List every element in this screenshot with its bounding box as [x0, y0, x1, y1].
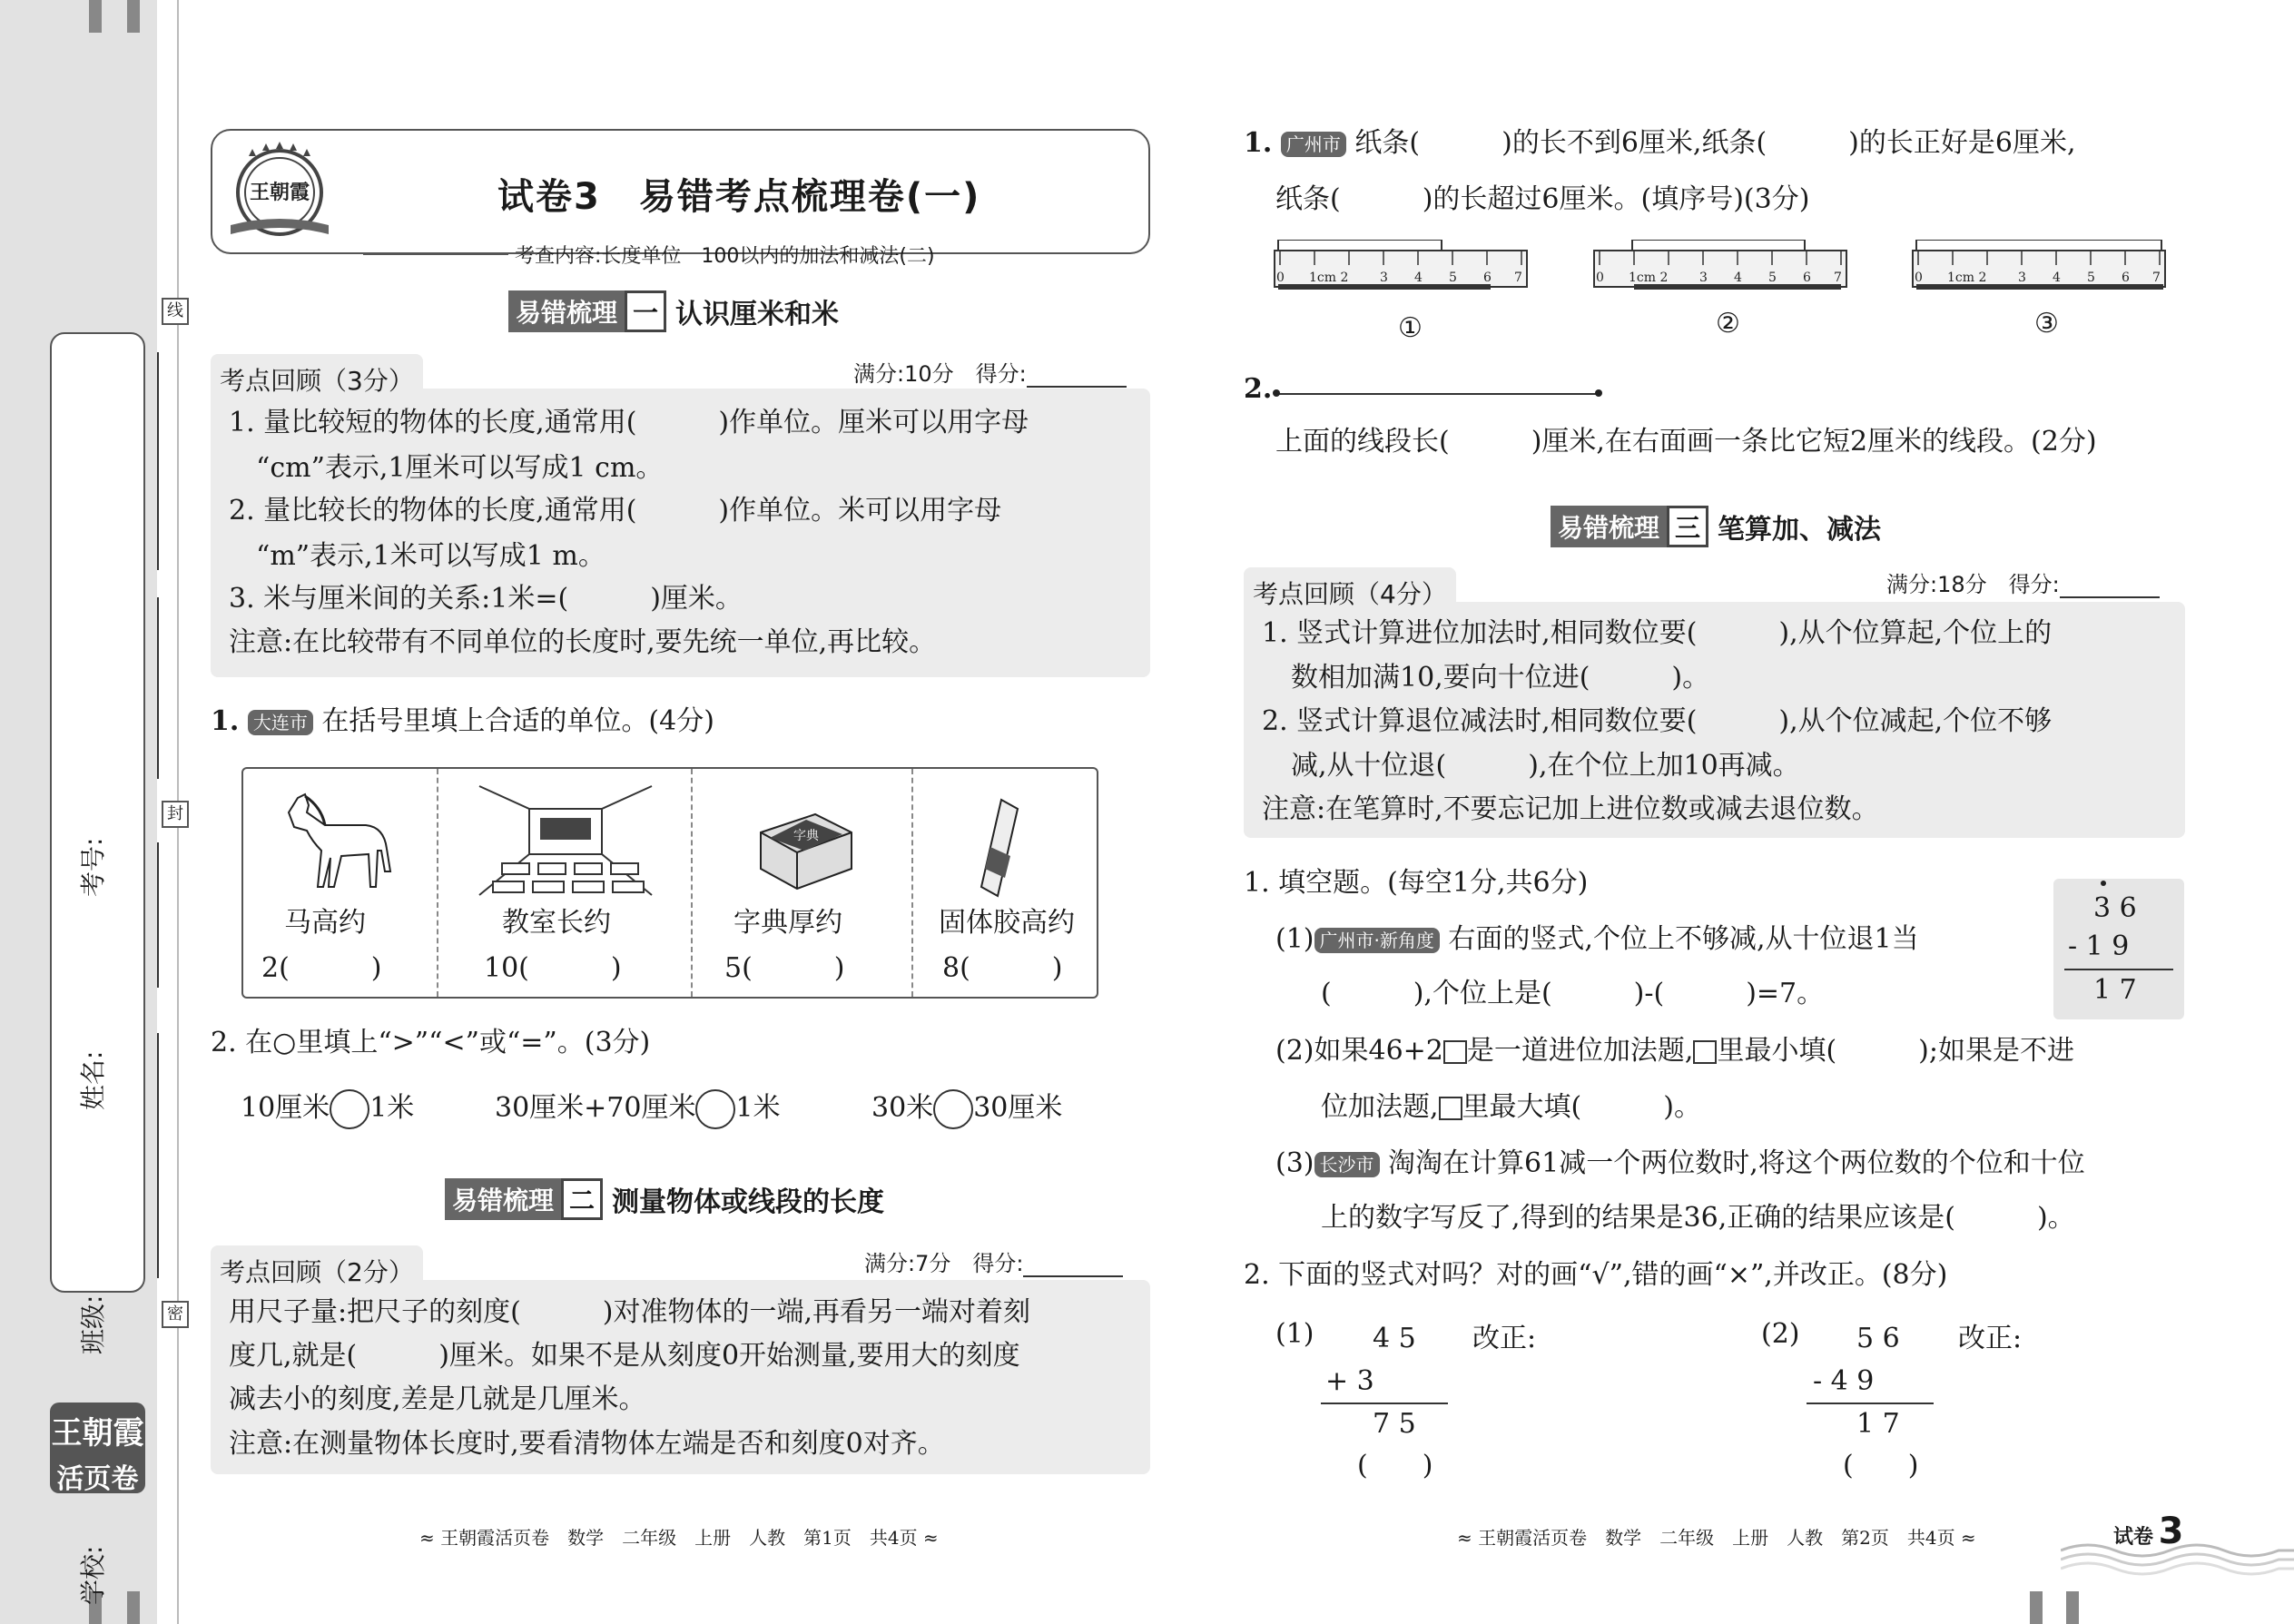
- svg-text:5: 5: [1449, 271, 1457, 285]
- xuexiao-label: 学校:: [78, 1545, 108, 1605]
- school-seal-icon: [225, 138, 334, 247]
- judge-b-index: (2): [1761, 1318, 1800, 1350]
- svg-text:7: 7: [1834, 271, 1842, 285]
- digit-box[interactable]: [1443, 1040, 1467, 1064]
- svg-text:4: 4: [1734, 271, 1742, 285]
- svg-text:5: 5: [2087, 271, 2095, 285]
- question-fill-3: (3) 长沙市 淘淘在计算61减一个两位数时,将这个两位数的个位和十位: [1275, 1147, 2085, 1179]
- svg-text:3: 3: [1380, 271, 1388, 285]
- judge-b-top: 5 6: [1856, 1323, 1900, 1354]
- svg-text:王朝霞: 王朝霞: [249, 181, 310, 204]
- judge-b-answer[interactable]: ( ): [1843, 1450, 1919, 1481]
- horse-icon: [271, 785, 398, 894]
- judge-b-bot: 1 7: [1856, 1408, 1900, 1440]
- section-2-heading: [445, 1178, 884, 1220]
- digit-box[interactable]: [1693, 1040, 1717, 1064]
- ruler-with-strip-2: [1592, 240, 1848, 301]
- xuexiao-field[interactable]: [157, 1033, 159, 1278]
- city-badge: 广州市: [1281, 132, 1346, 157]
- review1-line: 1. 量比较短的物体的长度,通常用( )作单位。厘米可以用字母: [229, 407, 1029, 438]
- question-1-left: [211, 705, 714, 737]
- score-text: 满分:10分 得分:: [853, 361, 1027, 387]
- judge-b-rule: [1807, 1403, 1934, 1404]
- judge-a-answer[interactable]: ( ): [1357, 1450, 1433, 1481]
- top-dash: [127, 0, 140, 33]
- question-judge-head: 2. 下面的竖式对吗？对的画“√”,错的画“×”,并改正。(8分): [1244, 1259, 1948, 1291]
- cut-mark-xian: 线: [162, 298, 189, 325]
- compare-c: 30米 30厘米: [871, 1089, 1062, 1129]
- kaohao-label: 考号:: [78, 837, 108, 897]
- compare-b: 30厘米+70厘米 1米: [495, 1089, 781, 1129]
- section-title: 认识厘米和米: [675, 299, 840, 330]
- score-text: 满分:7分 得分:: [864, 1251, 1024, 1276]
- svg-text:0: 0: [1915, 271, 1923, 285]
- item-label: 字典厚约: [733, 907, 842, 939]
- question-1-right-line2: 纸条( )的长超过6厘米。(填序号)(3分): [1275, 183, 1810, 215]
- item-fill[interactable]: 2( ): [261, 952, 382, 984]
- review3-line: 2. 竖式计算退位减法时,相同数位要( ),从个位减起,个位不够: [1262, 705, 2053, 737]
- review2-line: 度几,就是( )厘米。如果不是从刻度0开始测量,要用大的刻度: [229, 1340, 1020, 1372]
- question-fill-1-line2: ( ),个位上是( )-( )=7。: [1321, 978, 1825, 1009]
- question-2-left: 2. 在○里填上“>”“<”或“=”。(3分): [211, 1027, 651, 1058]
- judge-a-bot: 7 5: [1373, 1408, 1416, 1440]
- xingming-field[interactable]: [157, 597, 159, 779]
- review1-line: “m”表示,1米可以写成1 m。: [256, 540, 605, 572]
- subtitle-rule: [363, 253, 508, 255]
- svg-text:6: 6: [1803, 271, 1811, 285]
- svg-text:字典: 字典: [793, 829, 819, 843]
- svg-text:0: 0: [1276, 271, 1285, 285]
- question-2-right-text: 上面的线段长( )厘米,在右面画一条比它短2厘米的线段。(2分): [1275, 426, 2097, 458]
- review-tab: 考点回顾（4分）: [1244, 567, 1456, 615]
- review-tab: 考点回顾（2分）: [211, 1245, 423, 1293]
- judge-a-mid: + 3: [1325, 1365, 1374, 1397]
- section-num: 一: [625, 290, 666, 332]
- xingming-label: 姓名:: [78, 1050, 108, 1110]
- svg-text:1cm 2: 1cm 2: [1947, 271, 1987, 285]
- judge-a-rule: [1321, 1403, 1448, 1404]
- line-segment: [1275, 393, 1599, 395]
- question-fill-2-line2: 位加法题, 里最大填( )。: [1321, 1091, 1701, 1123]
- question-fill-1: (1) 广州市·新角度 右面的竖式,个位上不够减,从十位退1当: [1275, 923, 1919, 955]
- ruler-label-1: ①: [1398, 312, 1423, 344]
- borrow-dot: [2101, 881, 2106, 886]
- section-tag: 易错梳理: [508, 290, 625, 332]
- compare-a: 10厘米 1米: [241, 1089, 414, 1129]
- judge-a-fix: 改正:: [1472, 1323, 1537, 1354]
- review3-line: 数相加满10,要向十位进( )。: [1291, 662, 1710, 694]
- review2-line: 减去小的刻度,差是几就是几厘米。: [229, 1383, 646, 1415]
- page-title: 试卷3 易错考点梳理卷(一): [497, 176, 981, 218]
- segment-endpoint: [1273, 389, 1280, 397]
- review1-line: 2. 量比较长的物体的长度,通常用( )作单位。米可以用字母: [229, 495, 1002, 527]
- divider: [691, 769, 693, 997]
- glue-stick-icon: [974, 796, 1029, 914]
- score-line-1: [853, 356, 1127, 388]
- judge-b-mid: - 4 9: [1813, 1365, 1875, 1397]
- ruler-with-strip-1: [1273, 240, 1529, 301]
- page-mark: 试卷 3: [2113, 1511, 2184, 1552]
- section-title: 测量物体或线段的长度: [612, 1186, 885, 1218]
- section-3-heading: [1551, 506, 1881, 547]
- score-field[interactable]: [2060, 578, 2160, 598]
- judge-a-top: 4 5: [1373, 1323, 1416, 1354]
- picture-box: [241, 767, 1098, 999]
- review1-line: 3. 米与厘米间的关系:1米=( )厘米。: [229, 583, 743, 615]
- bottom-dash-right: [2030, 1591, 2043, 1624]
- footer-left: ≈ 王朝霞活页卷 数学 二年级 上册 人教 第1页 共4页 ≈: [419, 1527, 939, 1549]
- svg-text:0: 0: [1596, 271, 1604, 285]
- q-text: 在括号里填上合适的单位。(4分): [321, 705, 714, 737]
- city-badge: 大连市: [248, 710, 313, 735]
- section-tag: 易错梳理: [1551, 506, 1667, 547]
- item-label: 教室长约: [502, 907, 611, 939]
- score-field[interactable]: [1023, 1257, 1123, 1277]
- section-tag: 易错梳理: [445, 1178, 561, 1220]
- section-num: 二: [561, 1178, 603, 1220]
- q-num: 1.: [211, 705, 240, 737]
- review1-line: “cm”表示,1厘米可以写成1 cm。: [256, 452, 664, 484]
- cut-mark-mi: 密: [162, 1301, 189, 1328]
- classroom-icon: [475, 782, 656, 900]
- svg-text:5: 5: [1768, 271, 1777, 285]
- brand-line2: 活页卷: [56, 1463, 139, 1495]
- question-2-right-num: 2.: [1244, 373, 1273, 405]
- bottom-dash-right: [2066, 1591, 2079, 1624]
- question-fill-head: 1. 填空题。(每空1分,共6分): [1244, 867, 1589, 899]
- svg-text:7: 7: [2152, 271, 2161, 285]
- review-tab: 考点回顾（3分）: [211, 354, 423, 401]
- review3-line: 1. 竖式计算进位加法时,相同数位要( ),从个位算起,个位上的: [1262, 617, 2053, 649]
- ruler-with-strip-3: [1911, 240, 2167, 301]
- banji-label: 班级:: [78, 1294, 108, 1354]
- judge-a-index: (1): [1275, 1318, 1314, 1350]
- svg-text:4: 4: [1414, 271, 1423, 285]
- question-fill-3-line2: 上的数字写反了,得到的结果是36,正确的结果应该是( )。: [1321, 1202, 2075, 1234]
- page-subtitle: 考查内容:长度单位 100以内的加法和减法(二): [515, 245, 935, 268]
- review1-line: 注意:在比较带有不同单位的长度时,要先统一单位,再比较。: [229, 626, 937, 658]
- svg-text:1cm 2: 1cm 2: [1629, 271, 1669, 285]
- score-field[interactable]: [1027, 368, 1127, 388]
- section-title: 笔算加、减法: [1718, 514, 1882, 546]
- question-1-right: 1. 广州市 纸条( )的长不到6厘米,纸条( )的长正好是6厘米,: [1244, 127, 2076, 159]
- item-label: 固体胶高约: [939, 907, 1075, 939]
- score-line-3: [1886, 566, 2160, 598]
- compare-circle[interactable]: [330, 1089, 369, 1129]
- item-fill[interactable]: 8( ): [942, 952, 1063, 984]
- item-label: 马高约: [284, 907, 366, 939]
- footer-right: ≈ 王朝霞活页卷 数学 二年级 上册 人教 第2页 共4页 ≈: [1457, 1527, 1976, 1549]
- review3-line: 减,从十位退( ),在个位上加10再减。: [1291, 750, 1800, 782]
- dictionary-icon: [752, 805, 861, 896]
- city-badge: 广州市·新角度: [1314, 928, 1440, 953]
- top-dash: [89, 0, 102, 33]
- cut-mark-feng: 封: [162, 801, 189, 828]
- item-fill[interactable]: 10( ): [484, 952, 622, 984]
- score-text: 满分:18分 得分:: [1886, 572, 2060, 597]
- divider: [911, 769, 913, 997]
- vertical-calc-box: 3 6 - 1 9 1 7: [2053, 879, 2184, 1019]
- svg-text:6: 6: [2122, 271, 2130, 285]
- segment-endpoint: [1595, 389, 1602, 397]
- ruler-label-2: ②: [1716, 308, 1740, 340]
- review3-line: 注意:在笔算时,不要忘记加上进位数或减去退位数。: [1262, 793, 1879, 825]
- question-fill-2: (2)如果46+2 是一道进位加法题, 里最小填( );如果是不进: [1275, 1035, 2074, 1067]
- kaohao-field[interactable]: [157, 352, 159, 570]
- svg-text:4: 4: [2053, 271, 2061, 285]
- banji-field[interactable]: [157, 842, 159, 988]
- ruler-label-3: ③: [2034, 308, 2059, 340]
- divider: [437, 769, 438, 997]
- city-badge: 长沙市: [1314, 1152, 1380, 1177]
- section-1-heading: [508, 290, 839, 332]
- bottom-dash: [127, 1591, 140, 1624]
- score-line-2: [864, 1245, 1123, 1277]
- svg-text:6: 6: [1483, 271, 1492, 285]
- judge-b-fix: 改正:: [1958, 1323, 2023, 1354]
- compare-circle[interactable]: [695, 1089, 735, 1129]
- compare-circle[interactable]: [933, 1089, 973, 1129]
- digit-box[interactable]: [1439, 1097, 1462, 1120]
- section-num: 三: [1667, 506, 1708, 547]
- svg-text:3: 3: [1699, 271, 1708, 285]
- svg-text:7: 7: [1514, 271, 1522, 285]
- review2-line: 用尺子量:把尺子的刻度( )对准物体的一端,再看另一端对着刻: [229, 1296, 1031, 1328]
- svg-text:3: 3: [2018, 271, 2026, 285]
- item-fill[interactable]: 5( ): [724, 952, 845, 984]
- svg-text:1cm 2: 1cm 2: [1309, 271, 1349, 285]
- review2-line: 注意:在测量物体长度时,要看清物体左端是否和刻度0对齐。: [229, 1428, 945, 1460]
- brand-line1: 王朝霞: [51, 1415, 144, 1452]
- brand-logo: [50, 1403, 145, 1493]
